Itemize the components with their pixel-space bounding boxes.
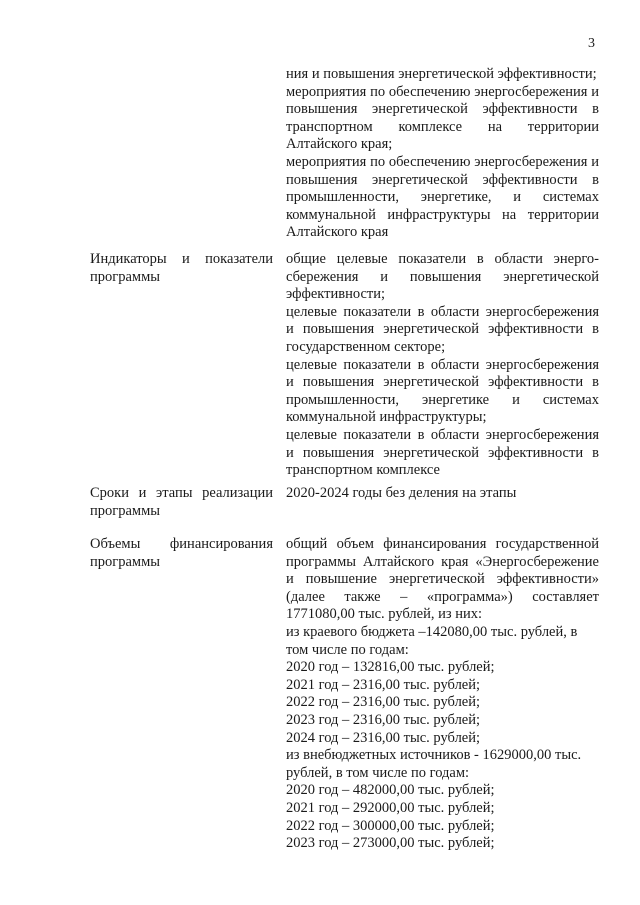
section-funding-content [286, 536, 599, 853]
label-line: программы [90, 553, 160, 570]
paragraph: целевые показатели в области энергосбережения и повышения энергетической эффективности в транспортном комплексе [286, 426, 599, 479]
section-indicators-content [286, 251, 599, 480]
paragraph: из краевого бюджета –142080,00 тыс. рублей, в том числе по годам: [286, 623, 578, 658]
paragraph: целевые показатели в области энергосбережения и повышения энергетической эффективности в промышленности, энергетике и системах коммунальной инфраструктуры; [286, 356, 599, 426]
year-amount: 2021 год – 2316,00 тыс. рублей; [286, 676, 481, 693]
section-activities-content [286, 66, 599, 242]
year-amount: 2023 год – 2316,00 тыс. рублей; [286, 711, 481, 728]
page-number: 3 [588, 36, 595, 51]
section-timeline-content [286, 485, 599, 503]
paragraph: из внебюджетных источников - 1629000,00 тыс. рублей, в том числе по годам: [286, 747, 582, 781]
label-line: программы [90, 502, 160, 519]
label-line: Индикаторы и показатели [90, 251, 273, 267]
paragraph: мероприятия по обеспечению энергосбережения и повышения энергетической эффективности в транспортном комплексе на территории Алтайского края; [286, 83, 599, 153]
year-amount: 2021 год – 292000,00 тыс. рублей; [286, 799, 495, 816]
year-amount: 2020 год – 482000,00 тыс. рублей; [286, 782, 495, 799]
paragraph: 2020-2024 годы без деления на этапы [286, 485, 517, 501]
section-funding-label [90, 536, 273, 571]
year-amount: 2024 год – 2316,00 тыс. рублей; [286, 729, 481, 746]
label-line: Объемы финансирования [90, 536, 273, 552]
paragraph: ния и повышения энергетической эффективности; [286, 66, 597, 82]
paragraph: мероприятия по обеспечению энергосбережения и повышения энергетической эффективности в промышленности, энергетике, и системах коммунальной инфраструктуры на территории Алтайского края [286, 153, 599, 241]
section-indicators-label [90, 251, 273, 286]
year-amount: 2020 год – 132816,00 тыс. рублей; [286, 659, 495, 676]
year-amount: 2022 год – 300000,00 тыс. рублей; [286, 817, 495, 834]
year-amount: 2022 год – 2316,00 тыс. рублей; [286, 694, 481, 711]
paragraph: общие целевые показатели в области энерго-сбережения и повышения энергетической эффективности; [286, 251, 599, 303]
year-amount: 2023 год – 273000,00 тыс. рублей; [286, 835, 495, 852]
label-line: Сроки и этапы реализации [90, 485, 273, 501]
label-line: программы [90, 268, 160, 285]
paragraph: общий объем финансирования государственной программы Алтайского края «Энергосбережение и повышение энергетической эффективности» (далее также – «программа») составляет 1771080,00 тыс. рублей, из них: [286, 536, 599, 623]
paragraph: целевые показатели в области энергосбережения и повышения энергетической эффективности в государственном секторе; [286, 303, 599, 355]
section-timeline-label [90, 485, 273, 520]
